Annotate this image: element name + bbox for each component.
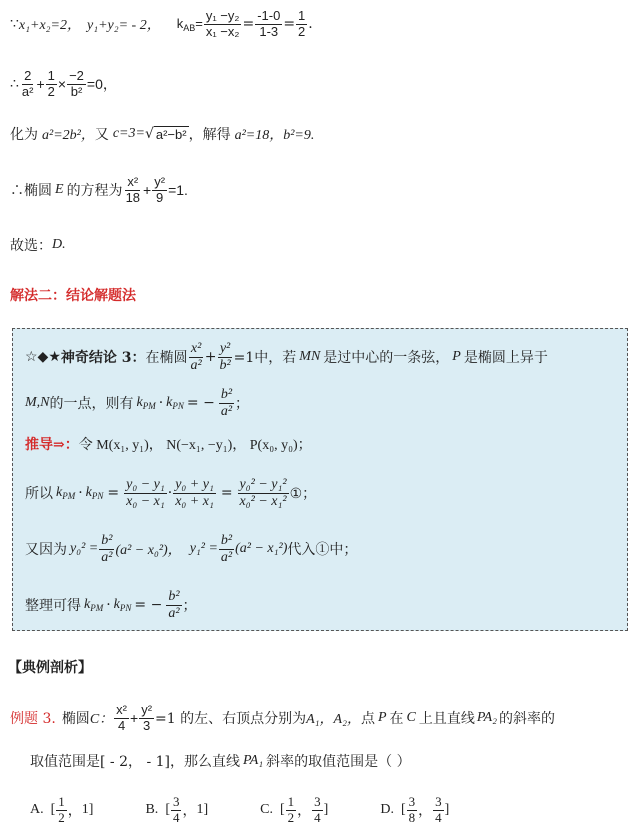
conclusion-box (12, 328, 628, 631)
example-label: 例题 3. (10, 711, 56, 727)
fraction-y2-9: $\frac{\text{y²}}{9}$ (154, 174, 166, 205)
slope-pn-fraction: $\frac{\text{y₀ + y₁}}{\text{x₀ + x₁}}$ (175, 477, 214, 509)
slope-value-fraction: $\frac{-1-0}{1-3}$ (257, 8, 281, 39)
ellipse-x-fraction: $\frac{\text{x²}}{\text{a²}}$ (190, 341, 202, 373)
conclusion-title: 神奇结论 3： (60, 350, 146, 366)
slope-product-line: 所以 $k_{PM}$ · $k_{PN}$ = $\frac{\text{y₀ − y₁}}{\text{x₀ − x₁}}$ · $\frac{\text{y₀ + y₁}}{\text{x₀ + x₁}}$ = $\frac{\text{y₀² − y₁²}}{\text{x₀² − x₁²}}$ ①； (25, 477, 317, 509)
therefore-equation-line: ∴ $\frac{2}{\text{a²}}$ + $\frac{1}{2}$ × $\frac{-2}{\text{b²}}$ =0， (10, 68, 117, 99)
difference-squares-fraction: $\frac{\text{y₀² − y₁²}}{\text{x₀² − x₁²}}$ (239, 477, 287, 509)
conclusion-line-1: ☆◆★ 神奇结论 3： 在椭圆 $\frac{\text{x²}}{\text{a²}}$ + $\frac{\text{y²}}{\text{b²}}$ =1中，若 MN 是过中心的一条弦， P 是椭圆上异于 (25, 341, 548, 373)
method-two-heading: 解法二：结论解题法 (10, 288, 136, 304)
ellipse-equation-line: ∴椭圆 E 的方程为 $\frac{\text{x²}}{18}$ + $\frac{\text{y²}}{9}$ =1. (10, 174, 188, 205)
x-sum-eq: x₁+x₂=2， (18, 18, 81, 33)
answer-line: 故选： D. (10, 237, 66, 254)
answer-choice: D. (52, 237, 66, 252)
option-c[interactable]: C. [ $\frac{1}{2}$ ， $\frac{3}{4}$ ] (260, 794, 329, 825)
fraction-x2-18: $\frac{\text{x²}}{18}$ (125, 174, 141, 205)
substitution-line: 又因为 y₀² = $\frac{\text{b²}}{\text{a²}}$ (a² − x₀²)， y₁² = $\frac{\text{b²}}{\text{a²}}$ (a² − x₁²) 代入①中； (25, 533, 358, 565)
option-a[interactable]: A. [ $\frac{1}{2}$ ， 1 ] (30, 794, 94, 825)
because-symbol: ∵ (10, 16, 19, 32)
final-fraction: $\frac{\text{b²}}{\text{a²}}$ (168, 589, 180, 621)
slope-ab-line: ∵ x₁+x₂=2， y₁+y₂= - 2， $k_{AB}=$ $\frac{\text{y₁ −y₂}}{\text{x₁ −x₂}}$ = $\frac{-1-0}{1-3}$ = $\frac{1}{2}$ . (10, 8, 313, 39)
slope-result-fraction: $\frac{1}{2}$ (298, 8, 306, 39)
ellipse-x-fraction: $\frac{\text{x²}}{4}$ (116, 702, 127, 733)
option-d[interactable]: D. [ $\frac{3}{8}$ ， $\frac{3}{4}$ ] (380, 794, 450, 825)
example-heading: 【典例剖析】 (8, 660, 92, 676)
star-diamond-icon: ☆◆★ (25, 349, 61, 365)
slope-pm-fraction: $\frac{\text{y₀ − y₁}}{\text{x₀ − x₁}}$ (126, 477, 165, 509)
sqrt-expression: √ a²−b² (144, 126, 187, 142)
ellipse-y-fraction: $\frac{\text{y²}}{3}$ (141, 702, 153, 733)
answer-options (30, 790, 501, 830)
option-b[interactable]: B. [ $\frac{3}{4}$ ， 1 ] (145, 794, 209, 825)
derivation-label: 推导⇒： (25, 437, 79, 453)
conclusion-line-2: M,N 的一点，则有 $k_{PM}$ · $k_{PN}$ = − $\frac{\text{b²}}{\text{a²}}$ ； (25, 387, 250, 419)
slope-formula-fraction: $\frac{\text{y₁ −y₂}}{\text{x₁ −x₂}}$ (205, 8, 240, 39)
example-problem-line-2: 取值范围是[ - 2， - 1]，那么直线 PA₁ 斜率的取值范围是（ ） (30, 753, 411, 770)
result-fraction: $\frac{\text{b²}}{\text{a²}}$ (220, 387, 233, 419)
final-result-line: 整理可得 $k_{PM}$ · $k_{PN}$ = − $\frac{\text{b²}}{\text{a²}}$ ； (25, 589, 197, 621)
b2-a2-fraction: $\frac{\text{b²}}{\text{a²}}$ (220, 533, 233, 565)
y-sum-eq: y₁+y₂= - 2， (86, 18, 161, 33)
b2-a2-fraction: $\frac{\text{b²}}{\text{a²}}$ (101, 533, 113, 565)
fraction-neg2-b2: $\frac{-2}{\text{b²}}$ (69, 68, 84, 99)
k-symbol: k (176, 15, 184, 31)
example-problem-line-1: 例题 3. 椭圆 C： $\frac{\text{x²}}{4}$ + $\frac{\text{y²}}{3}$ =1 的左、右顶点分别为 A₁，A₂， 点 P 在 C 上且直线 PA₂ 的斜率的 (10, 702, 556, 733)
ellipse-y-fraction: $\frac{\text{y²}}{\text{b²}}$ (219, 341, 231, 373)
simplify-line: 化为 a²=2b²， 又 c=3= √ a²−b² ，解得 a²=18，b²=9. (10, 126, 315, 143)
fraction-2-a2: $\frac{2}{\text{a²}}$ (21, 68, 34, 99)
k-subscript: AB (183, 22, 196, 33)
derivation-line: 推导⇒： 令 M(x₁, y₁)， N(−x₁, −y₁)， P(x₀, y₀)； (25, 433, 312, 455)
therefore-symbol: ∴ (10, 76, 19, 92)
fraction-1-2: $\frac{1}{2}$ (47, 68, 55, 99)
